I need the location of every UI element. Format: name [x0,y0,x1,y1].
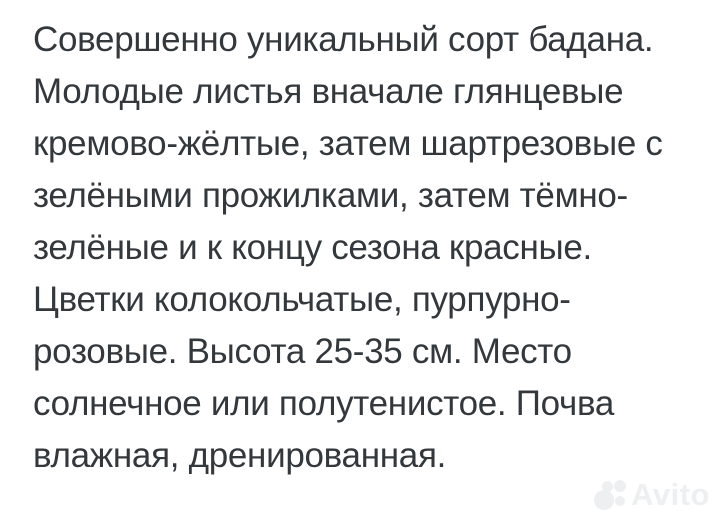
listing-description-text [33,14,704,482]
avito-logo-icon [594,480,626,510]
description-line: Совершенно уникальный сорт бадана. [33,20,654,59]
description-line: Цветки колокольчатые, пурпурно- [33,280,571,319]
description-line: зелёные и к концу сезона красные. [33,228,592,267]
description-line: Молодые листья вначале глянцевые [33,72,624,111]
description-line: солнечное или полутенистое. Почва [33,384,615,423]
description-line: розовые. Высота 25-35 см. Место [33,332,572,371]
avito-watermark [594,477,710,512]
description-line: зелёными прожилками, затем тёмно- [33,176,628,215]
avito-watermark-text: Avito [631,477,710,512]
description-line: кремово-жёлтые, затем шартрезовые с [33,124,663,163]
description-line: влажная, дренированная. [33,436,447,475]
